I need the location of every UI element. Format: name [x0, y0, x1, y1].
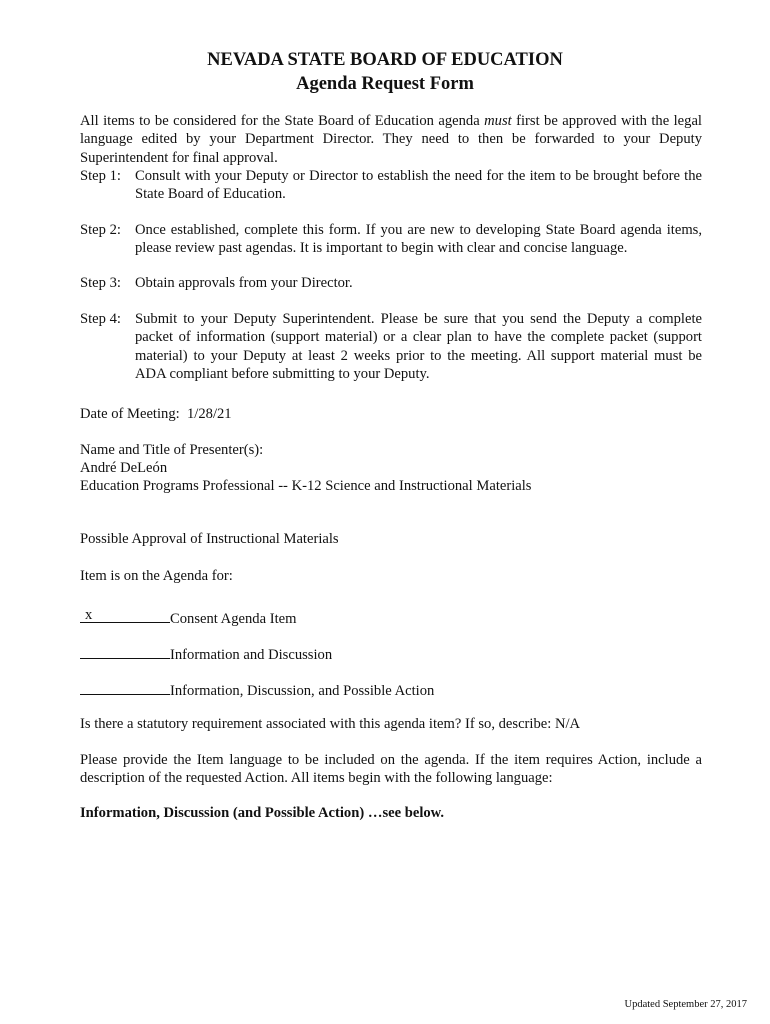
step-text: Consult with your Deputy or Director to establish the need for the item to be brought before the State Board of Education.: [135, 168, 702, 203]
step-text: Submit to your Deputy Superintendent. Please be sure that you send the Deputy a complete packet of information (support material) or a clear plan to have the complete packet (support material) to your Deputy at least 2 weeks prior to the meeting. All support material must be ADA compliant before submitting to your Deputy.: [135, 311, 702, 382]
option-check-mark: x: [85, 606, 93, 623]
option-checkbox-blank[interactable]: [80, 679, 170, 695]
step-text: Once established, complete this form. If you are new to developing State Board agenda items, please review past agendas. It is important to begin with clear and concise language.: [135, 222, 702, 257]
step-1: [80, 167, 702, 204]
item-language-prompt: Please provide the Item language to be included on the agenda. If the item requires Action, include a description of the requested Action. All items begin with the following language:: [80, 752, 702, 787]
step-2: [80, 221, 702, 258]
meeting-date-value[interactable]: 1/28/21: [187, 406, 232, 422]
meeting-date-row: [80, 405, 232, 423]
option-checkbox-blank[interactable]: [80, 607, 170, 623]
statutory-question: Is there a statutory requirement associated with this agenda item? If so, describe: N/A: [80, 716, 581, 732]
item-language[interactable]: Information, Discussion (and Possible Action) …see below.: [80, 805, 445, 821]
presenter-title[interactable]: Education Programs Professional -- K-12 Science and Instructional Materials: [80, 478, 532, 494]
step-label: Step 4:: [80, 311, 121, 327]
item-title[interactable]: Possible Approval of Instructional Materials: [80, 531, 339, 547]
step-label: Step 2:: [80, 222, 121, 238]
option-possible-action: [80, 679, 434, 700]
step-label: Step 1:: [80, 168, 121, 184]
option-information-discussion: [80, 643, 332, 664]
step-4: [80, 310, 702, 383]
step-label: Step 3:: [80, 275, 121, 291]
agenda-for-label: Item is on the Agenda for:: [80, 568, 233, 584]
form-subtitle: Agenda Request Form: [296, 74, 474, 94]
option-consent-agenda: [80, 607, 296, 628]
option-label: Information and Discussion: [170, 647, 333, 663]
page-title: NEVADA STATE BOARD OF EDUCATION: [207, 50, 563, 70]
option-checkbox-blank[interactable]: [80, 643, 170, 659]
intro-emphasis: must: [484, 113, 512, 129]
step-3: [80, 274, 702, 292]
intro-paragraph: [80, 112, 702, 167]
presenter-label: Name and Title of Presenter(s):: [80, 442, 264, 458]
presenter-name[interactable]: André DeLeón: [80, 460, 168, 476]
intro-text-end: first be approved with the legal language edited by your Department Director. They need to then be forwarded to your Deputy Superintendent for final approval.: [80, 113, 702, 166]
option-label: Consent Agenda Item: [170, 611, 297, 627]
option-label: Information, Discussion, and Possible Action: [170, 683, 435, 699]
meeting-date-label: Date of Meeting:: [80, 406, 180, 422]
updated-footer: Updated September 27, 2017: [624, 999, 747, 1010]
intro-text-start: All items to be considered for the State Board of Education agenda: [80, 113, 485, 129]
step-text: Obtain approvals from your Director.: [135, 275, 353, 291]
